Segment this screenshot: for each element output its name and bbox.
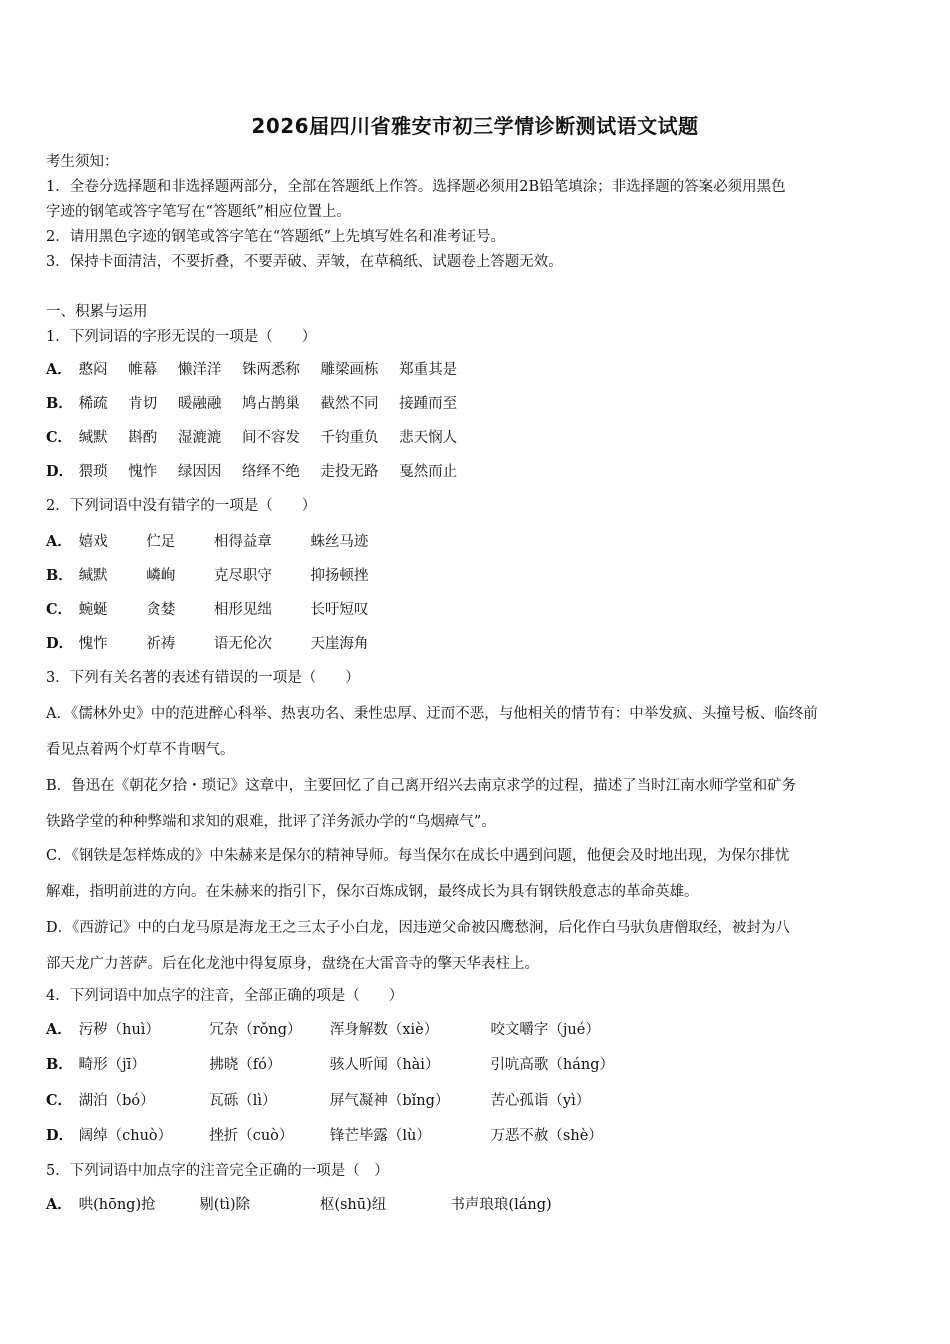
word: 抑扬顿挫 — [310, 568, 369, 584]
section-heading: 一、积累与运用 — [46, 304, 148, 320]
notice-line-1: 1．全卷分选择题和非选择题两部分，全部在答题纸上作答。选择题必须用2B铅笔填涂；非选择题的答案必须用黑色 — [46, 179, 786, 195]
word: 懒洋洋 — [177, 362, 222, 378]
q4-option-b — [46, 1055, 630, 1075]
notice-line-2: 字迹的钢笔或答字笔写在“答题纸”相应位置上。 — [46, 204, 351, 220]
word: 猥琐 — [78, 464, 108, 480]
option-label: D． — [46, 1127, 74, 1144]
word: 瓦砾（lì） — [209, 1093, 277, 1109]
q3-option-a-line-1: A．《儒林外史》中的范进醉心科举、热衷功名、秉性忠厚、迂而不恶，与他相关的情节有：中举发疯、头撞号板、临终前 — [46, 706, 818, 722]
word: 铢两悉称 — [241, 362, 300, 378]
word: 屏气凝神（bǐng） — [329, 1093, 450, 1109]
word: 书声琅琅(láng) — [450, 1197, 552, 1213]
option-label: A． — [46, 533, 72, 550]
word: 骇人听闻（hài） — [329, 1057, 440, 1073]
word: 戛然而止 — [399, 464, 458, 480]
option-label: C． — [46, 1092, 73, 1109]
word: 雕梁画栋 — [320, 362, 379, 378]
word: 愧怍 — [78, 636, 108, 652]
word: 肯切 — [128, 396, 158, 412]
word: 冗杂（rǒng） — [209, 1022, 302, 1038]
word: 贪婪 — [146, 602, 176, 618]
q1-stem: 1．下列词语的字形无误的一项是（ ） — [46, 329, 317, 345]
word: 悲天悯人 — [399, 430, 458, 446]
q1-option-a — [46, 360, 473, 380]
q2-option-d — [46, 634, 384, 654]
q4-option-c — [46, 1091, 606, 1111]
word: 天崖海角 — [310, 636, 369, 652]
q4-option-a — [46, 1020, 616, 1040]
word: 嶙峋 — [146, 568, 176, 584]
q5-option-a — [46, 1195, 568, 1215]
word: 愧怍 — [128, 464, 158, 480]
option-label: B． — [46, 1056, 73, 1073]
word: 枢(shū)纽 — [319, 1197, 387, 1213]
q3-option-b-line-1: B．鲁迅在《朝花夕拾・琐记》这章中，主要回忆了自己离开绍兴去南京求学的过程，描述了当时江南水师学堂和矿务 — [46, 778, 797, 794]
word: 间不容发 — [241, 430, 300, 446]
word: 截然不同 — [320, 396, 379, 412]
q1-option-c — [46, 428, 473, 448]
word: 苦心孤诣（yì） — [490, 1093, 591, 1109]
word: 锋芒毕露（lù） — [329, 1128, 431, 1144]
notice-heading: 考生须知： — [46, 154, 119, 170]
notice-line-3: 2．请用黑色字迹的钢笔或答字笔在“答题纸”上先填写姓名和准考证号。 — [46, 229, 506, 245]
q3-stem: 3．下列有关名著的表述有错误的一项是（ ） — [46, 670, 360, 686]
option-label: C． — [46, 601, 73, 618]
q3-option-d-line-1: D．《西游记》中的白龙马原是海龙王之三太子小白龙，因违逆父命被囚鹰愁涧，后化作白马驮负唐僧取经，被封为八 — [46, 920, 790, 936]
option-label: B． — [46, 567, 73, 584]
word: 络绎不绝 — [241, 464, 300, 480]
word: 憨闷 — [78, 362, 108, 378]
q3-option-c-line-2: 解难，指明前进的方向。在朱赫来的指引下，保尔百炼成钢，最终成长为具有钢铁般意志的革命英雄。 — [46, 884, 699, 900]
word: 千钧重负 — [320, 430, 379, 446]
word: 暖融融 — [177, 396, 222, 412]
word: 语无伦次 — [213, 636, 272, 652]
q1-option-b — [46, 394, 473, 414]
word: 湖泊（bó） — [78, 1093, 155, 1109]
word: 阔绰（chuò） — [78, 1128, 173, 1144]
word: 克尽职守 — [213, 568, 272, 584]
q2-option-b — [46, 566, 384, 586]
word: 长吁短叹 — [310, 602, 369, 618]
q2-stem: 2．下列词语中没有错字的一项是（ ） — [46, 498, 317, 514]
q1-option-d — [46, 462, 473, 482]
word: 郑重其是 — [399, 362, 458, 378]
option-label: C． — [46, 429, 73, 446]
word: 湿漉漉 — [177, 430, 222, 446]
word: 蛛丝马迹 — [310, 534, 369, 550]
word: 伫足 — [146, 534, 176, 550]
q4-option-d — [46, 1126, 619, 1146]
option-label: A． — [46, 1021, 72, 1038]
word: 相得益章 — [213, 534, 272, 550]
option-label: A． — [46, 361, 72, 378]
word: 蜿蜒 — [78, 602, 108, 618]
word: 嬉戏 — [78, 534, 108, 550]
q3-option-b-line-2: 铁路学堂的种种弊端和求知的艰难，批评了洋务派办学的“乌烟瘴气”。 — [46, 814, 496, 830]
q2-option-a — [46, 532, 384, 552]
q3-option-d-line-2: 部天龙广力菩萨。后在化龙池中得复原身，盘绕在大雷音寺的擎天华表柱上。 — [46, 956, 539, 972]
option-label: B． — [46, 395, 73, 412]
q3-option-c-line-1: C．《钢铁是怎样炼成的》中朱赫来是保尔的精神导师。每当保尔在成长中遇到问题，他便会及时地出现，为保尔排忧 — [46, 848, 790, 864]
word: 祈祷 — [146, 636, 176, 652]
q2-option-c — [46, 600, 384, 620]
word: 缄默 — [78, 568, 108, 584]
word: 缄默 — [78, 430, 108, 446]
word: 相形见绌 — [213, 602, 272, 618]
word: 浑身解数（xiè） — [329, 1022, 439, 1038]
word: 污秽（huì） — [78, 1022, 160, 1038]
word: 稀疏 — [78, 396, 108, 412]
word: 哄(hōng)抢 — [78, 1197, 156, 1213]
word: 万恶不赦（shè） — [490, 1128, 603, 1144]
notice-line-4: 3．保持卡面清洁，不要折叠，不要弄破、弄皱，在草稿纸、试题卷上答题无效。 — [46, 254, 563, 270]
word: 帷幕 — [128, 362, 158, 378]
q3-option-a-line-2: 看见点着两个灯草不肯咽气。 — [46, 742, 235, 758]
word: 鸠占鹊巢 — [241, 396, 300, 412]
word: 接踵而至 — [399, 396, 458, 412]
word: 挫折（cuò） — [209, 1128, 294, 1144]
q5-stem: 5．下列词语中加点字的注音完全正确的一项是（ ） — [46, 1163, 389, 1179]
option-label: D． — [46, 463, 74, 480]
word: 畸形（jī） — [78, 1057, 146, 1073]
option-label: A． — [46, 1196, 72, 1213]
word: 绿因因 — [177, 464, 222, 480]
word: 引吭高歌（háng） — [490, 1057, 615, 1073]
page-title: 2026届四川省雅安市初三学情诊断测试语文试题 — [251, 114, 699, 138]
word: 剔(tì)除 — [199, 1197, 250, 1213]
word: 拂晓（fó） — [209, 1057, 282, 1073]
word: 咬文嚼字（jué） — [490, 1022, 600, 1038]
q4-stem: 4．下列词语中加点字的注音，全部正确的项是（ ） — [46, 988, 404, 1004]
word: 走投无路 — [320, 464, 379, 480]
word: 斟酌 — [128, 430, 158, 446]
option-label: D． — [46, 635, 74, 652]
